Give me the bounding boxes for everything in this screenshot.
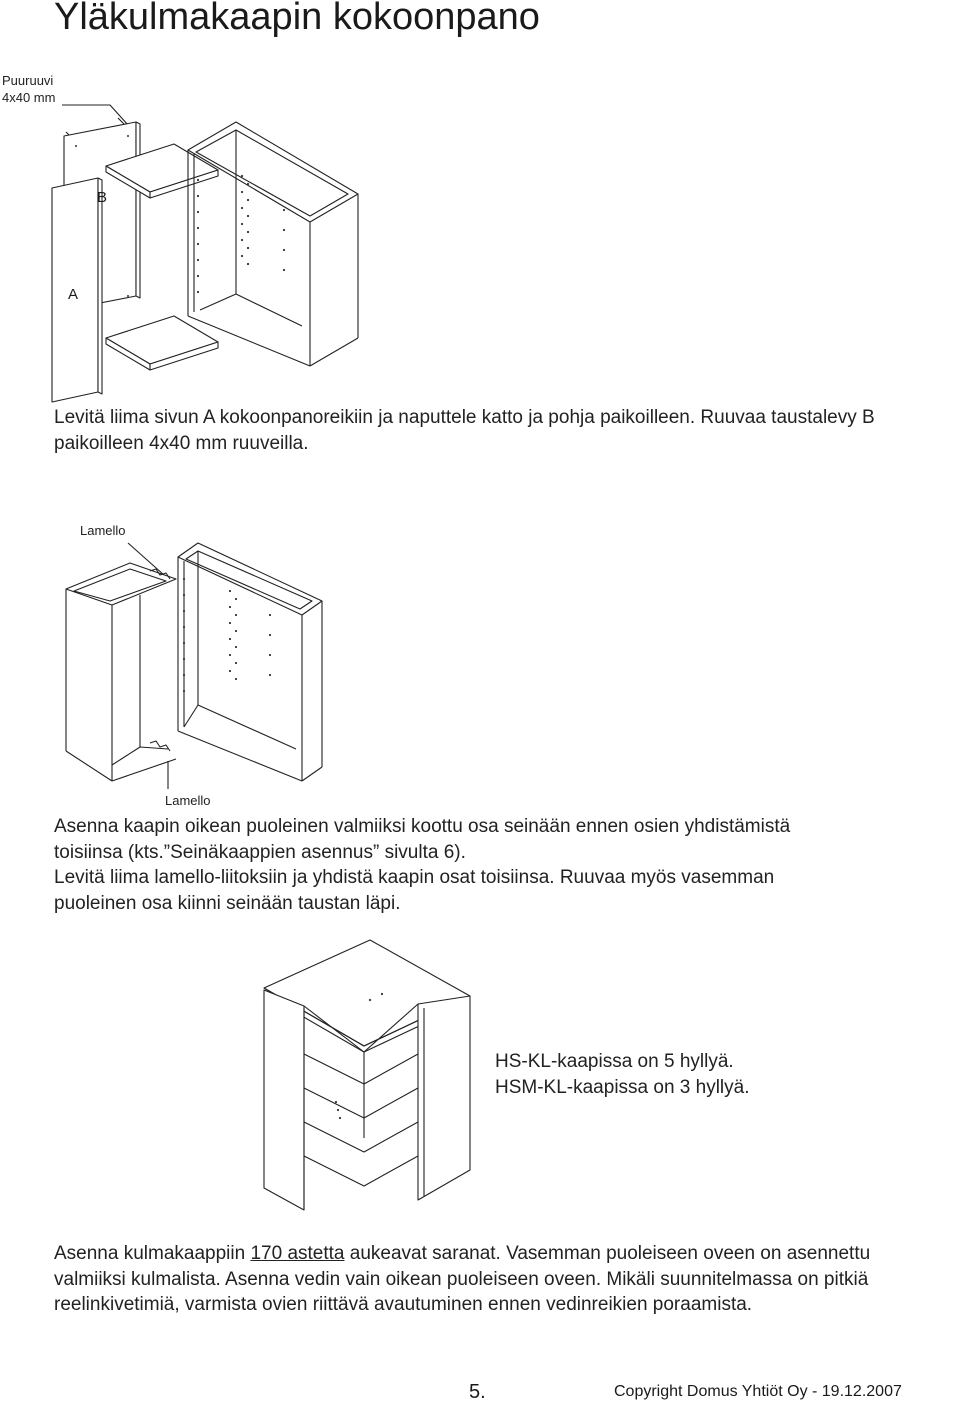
step4-instructions bbox=[54, 1241, 934, 1318]
step2-instructions bbox=[54, 814, 934, 916]
screw-label-size: 4x40 mm bbox=[2, 90, 56, 105]
step4-text-rest: aukeavat saranat. Vasemman puoleiseen oveen on asennettu valmiiksi kulmalista. Asenna vedin vain oikean puoleiseen oveen. Mikäli suunnitelmassa on pitkiä reelinkivetimiä, varmista ovien riittävä avautuminen ennen vedinreikien poraamista. bbox=[54, 1243, 871, 1315]
panel-b-label: B bbox=[97, 189, 108, 206]
panel-a-label: A bbox=[68, 286, 79, 303]
copyright: Copyright Domus Yhtiöt Oy - 19.12.2007 bbox=[614, 1383, 902, 1400]
lamello-label-top: Lamello bbox=[80, 523, 126, 538]
shelf-note-hsm: HSM-KL-kaapissa on 3 hyllyä. bbox=[495, 1076, 750, 1098]
step4-text bbox=[54, 1241, 934, 1318]
lamello-label-bottom: Lamello bbox=[165, 793, 211, 808]
screw-label-name: Puuruuvi bbox=[2, 73, 54, 88]
step2-line-4: puoleinen osa kiinni seinään taustan läpi. bbox=[54, 892, 401, 914]
shelf-notes bbox=[495, 1049, 895, 1100]
step4-hinge-angle: 170 astetta bbox=[250, 1243, 345, 1264]
step2-line-2: toisiinsa (kts.”Seinäkaappien asennus” sivulta 6). bbox=[54, 841, 466, 863]
shelf-note-hs: HS-KL-kaapissa on 5 hyllyä. bbox=[495, 1051, 734, 1072]
page-title: Yläkulmakaapin kokoonpano bbox=[54, 0, 540, 38]
step2-line-3: Levitä liima lamello-liitoksiin ja yhdistä kaapin osat toisiinsa. Ruuvaa myös vasemman bbox=[54, 867, 775, 888]
step4-text-start: Asenna kulmakaappiin bbox=[54, 1243, 251, 1264]
step2-line-1: Asenna kaapin oikean puoleinen valmiiksi koottu osa seinään ennen osien yhdistämistä bbox=[54, 816, 791, 837]
exploded-cabinet-diagram bbox=[40, 80, 400, 410]
page-number: 5. bbox=[469, 1381, 486, 1403]
corner-cabinet-diagram bbox=[258, 938, 508, 1218]
step1-instructions bbox=[54, 405, 914, 456]
joining-cabinet-diagram bbox=[60, 535, 360, 795]
step1-text: Levitä liima sivun A kokoonpanoreikiin ja naputtele katto ja pohja paikoilleen. Ruuvaa taustalevy B paikoilleen 4x40 mm ruuveilla. bbox=[54, 407, 875, 454]
